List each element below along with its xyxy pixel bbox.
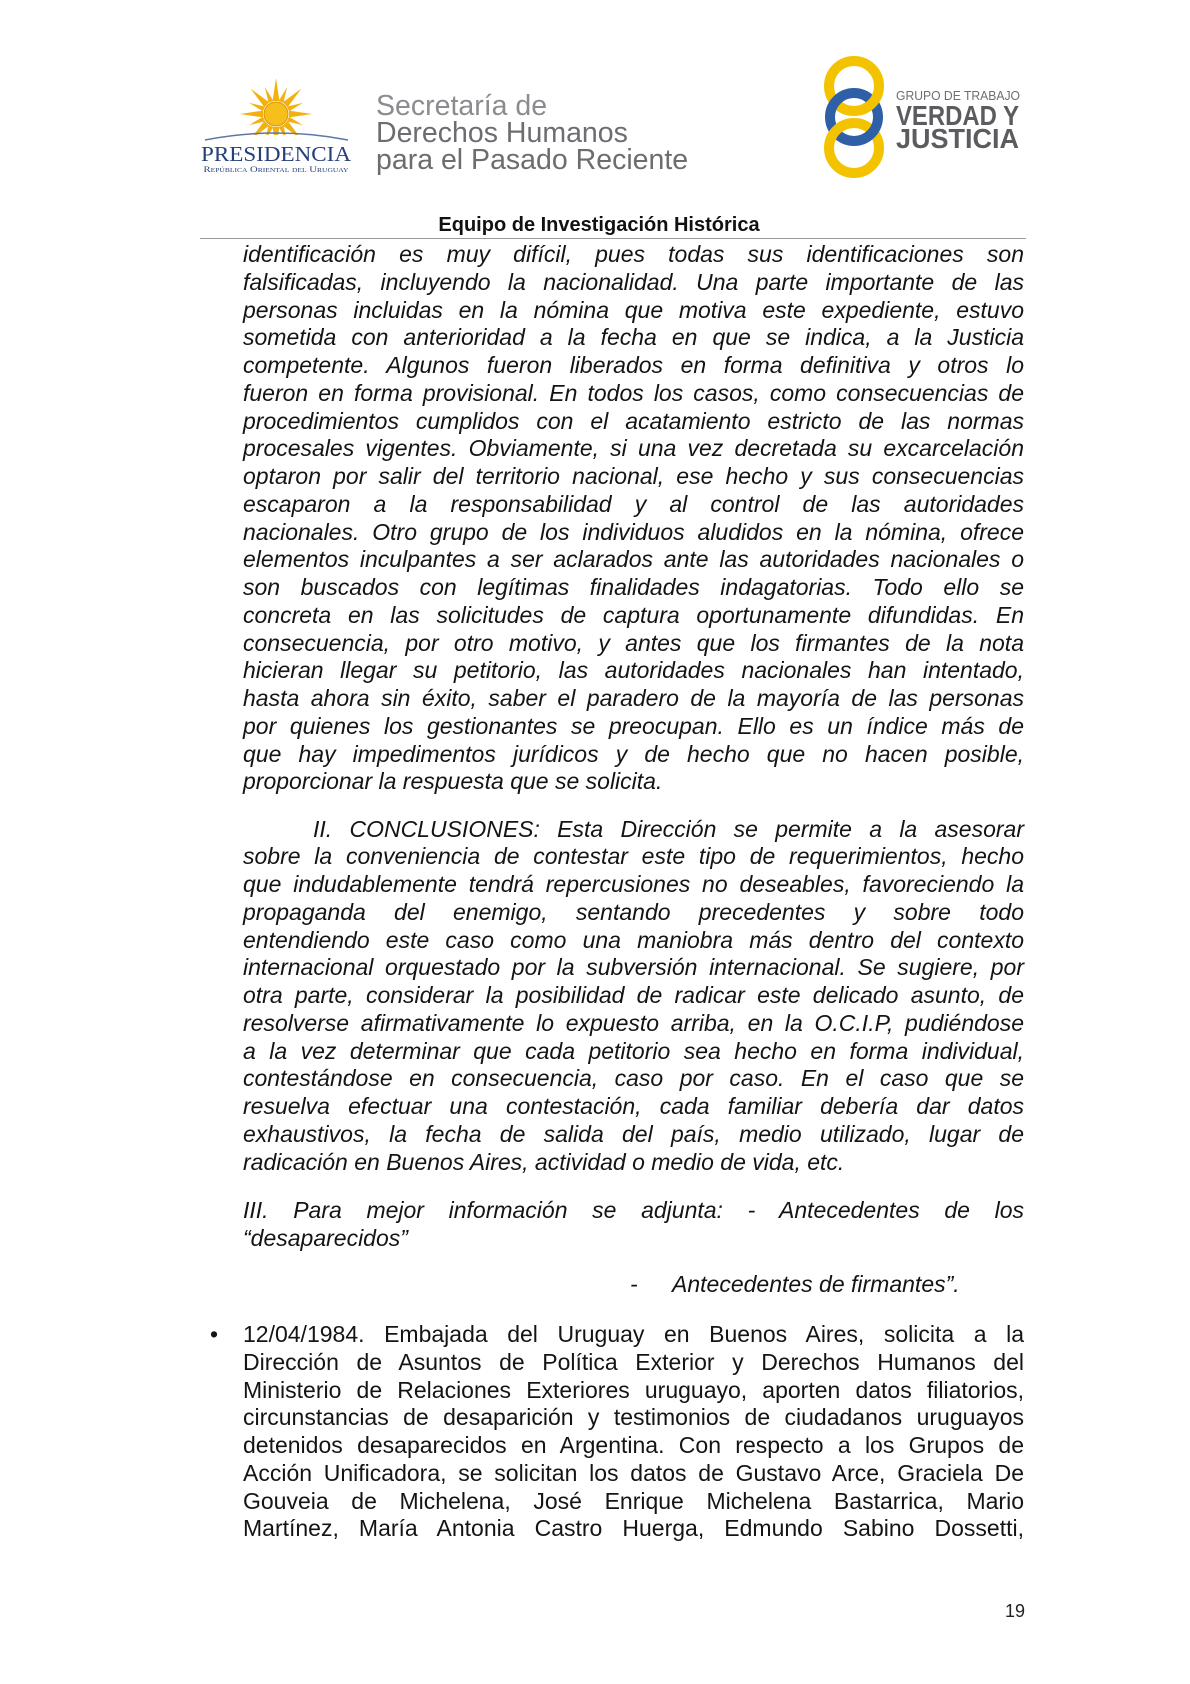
- body-line: Acción Unificadora, se solicitan los datos de Gustavo Arce, Graciela De: [243, 1459, 1024, 1486]
- body-line: II. CONCLUSIONES: Esta Dirección se permite a la asesorar: [313, 815, 1024, 842]
- body-line: identificación es muy difícil, pues todas sus identificaciones son: [243, 241, 1024, 267]
- secretaria-line-1: Secretaría de: [376, 90, 548, 122]
- body-line: que hay impedimentos jurídicos y de hecho que no hacen posible,: [243, 740, 1024, 767]
- body-line: Ministerio de Relaciones Exteriores uruguayo, aporten datos filiatorios,: [243, 1376, 1024, 1403]
- body-line: elementos inculpantes a ser aclarados ante las autoridades nacionales o: [243, 546, 1024, 573]
- paragraph-adjunta: [243, 1197, 1024, 1253]
- secretaria-line-3: para el Pasado Reciente: [376, 144, 689, 176]
- body-line: que indudablemente tendrá repercusiones no deseables, favoreciendo la: [243, 871, 1024, 897]
- body-line: “desaparecidos”: [243, 1224, 408, 1251]
- presidencia-subtitle: República Oriental del Uruguay: [203, 164, 350, 174]
- body-line: Dirección de Asuntos de Política Exterior y Derechos Humanos del: [243, 1348, 1024, 1375]
- body-line: III. Para mejor información se adjunta: - Antecedentes de los: [243, 1196, 1024, 1223]
- body-line: 12/04/1984. Embajada del Uruguay en Buenos Aires, solicita a la: [243, 1321, 1024, 1347]
- body-line: hasta ahora sin éxito, saber el paradero de la mayoría de las personas: [243, 685, 1024, 711]
- body-line: otra parte, considerar la posibilidad de radicar este delicado asunto, de: [243, 982, 1024, 1008]
- bullet-icon: •: [210, 1321, 219, 1347]
- body-line: detenidos desaparecidos en Argentina. Con respecto a los Grupos de: [243, 1432, 1024, 1458]
- body-line: falsificadas, incluyendo la nacionalidad. Una parte importante de las: [243, 268, 1024, 295]
- secretaria-name: [376, 90, 706, 176]
- body-line: son buscados con legítimas finalidades indagatorias. Todo ello se: [243, 574, 1024, 600]
- body-line: por quienes los gestionantes se preocupan. Ello es un índice más de: [243, 712, 1024, 739]
- body-line: entendiendo este caso como una maniobra más dentro del contexto: [243, 926, 1024, 953]
- page-number: 19: [1004, 1601, 1026, 1621]
- grupo-line-3: JUSTICIA: [896, 123, 1019, 154]
- body-line: procesales vigentes. Obviamente, si una vez decretada su excarcelación: [243, 435, 1024, 462]
- body-line: proporcionar la respuesta que se solicita.: [243, 768, 663, 795]
- grupo-verdad-justicia-logo: [815, 50, 1030, 185]
- header-divider: [200, 238, 1026, 239]
- body-line: hicieran llegar su petitorio, las autoridades nacionales han intentado,: [243, 657, 1024, 684]
- attachment-text: Antecedentes de firmantes”.: [672, 1271, 960, 1298]
- body-line: concreta en las solicitudes de captura oportunamente difundidas. En: [243, 601, 1024, 628]
- attachment-dash: -: [630, 1271, 638, 1298]
- body-line: a la vez determinar que cada petitorio sea hecho en forma individual,: [243, 1037, 1024, 1064]
- body-line: exhaustivos, la fecha de salida del país, medio utilizado, lugar de: [243, 1120, 1024, 1147]
- body-line: internacional orquestado por la subversión internacional. Se sugiere, por: [243, 954, 1024, 981]
- sun-emblem-icon: [240, 78, 312, 150]
- bullet-item: [210, 1321, 1024, 1543]
- grupo-line-1: GRUPO DE TRABAJO: [896, 88, 1020, 103]
- body-line: resuelva efectuar una contestación, cada familiar debería dar datos: [243, 1093, 1024, 1119]
- paragraph-1: [243, 241, 1024, 796]
- interlocking-rings-icon: [829, 61, 879, 173]
- secretaria-line-2: Derechos Humanos: [376, 117, 628, 149]
- body-line: nacionales. Otro grupo de los individuos aludidos en la nómina, ofrece: [243, 518, 1024, 545]
- body-line: sometida con anterioridad a la fecha en que se indica, a la Justicia: [243, 324, 1024, 351]
- body-line: escaparon a la responsabilidad y al control de las autoridades: [243, 490, 1024, 517]
- attachment-item: [243, 1271, 1024, 1299]
- presidencia-name: PRESIDENCIA: [201, 142, 352, 166]
- paragraph-conclusiones: [243, 816, 1024, 1177]
- body-line: propaganda del enemigo, sentando precedentes y sobre todo: [243, 898, 1024, 925]
- body-line: circunstancias de desaparición y testimonios de ciudadanos uruguayos: [243, 1404, 1024, 1431]
- body-line: fueron en forma provisional. En todos los casos, como consecuencias de: [243, 379, 1024, 406]
- grupo-line-2: VERDAD Y: [896, 100, 1020, 131]
- body-line: consecuencia, por otro motivo, y antes que los firmantes de la nota: [243, 629, 1024, 656]
- body-line: personas incluidas en la nómina que motiva este expediente, estuvo: [243, 296, 1024, 323]
- body-line: optaron por salir del territorio nacional, ese hecho y sus consecuencias: [243, 463, 1024, 489]
- body-line: Martínez, María Antonia Castro Huerga, Edmundo Sabino Dossetti,: [243, 1515, 1024, 1542]
- body-line: procedimientos cumplidos con el acatamiento estricto de las normas: [243, 407, 1024, 434]
- body-line: Gouveia de Michelena, José Enrique Michelena Bastarrica, Mario: [243, 1487, 1024, 1514]
- body-line: resolverse afirmativamente lo expuesto arriba, en la O.C.I.P, pudiéndose: [243, 1009, 1024, 1036]
- presidencia-logo: [190, 70, 360, 180]
- body-line: radicación en Buenos Aires, actividad o medio de vida, etc.: [243, 1148, 845, 1175]
- body-line: contestándose en consecuencia, caso por caso. En el caso que se: [243, 1065, 1024, 1092]
- body-line: competente. Algunos fueron liberados en forma definitiva y otros lo: [243, 352, 1024, 378]
- team-title: Equipo de Investigación Histórica: [438, 214, 760, 236]
- body-line: sobre la conveniencia de contestar este tipo de requerimientos, hecho: [243, 843, 1024, 870]
